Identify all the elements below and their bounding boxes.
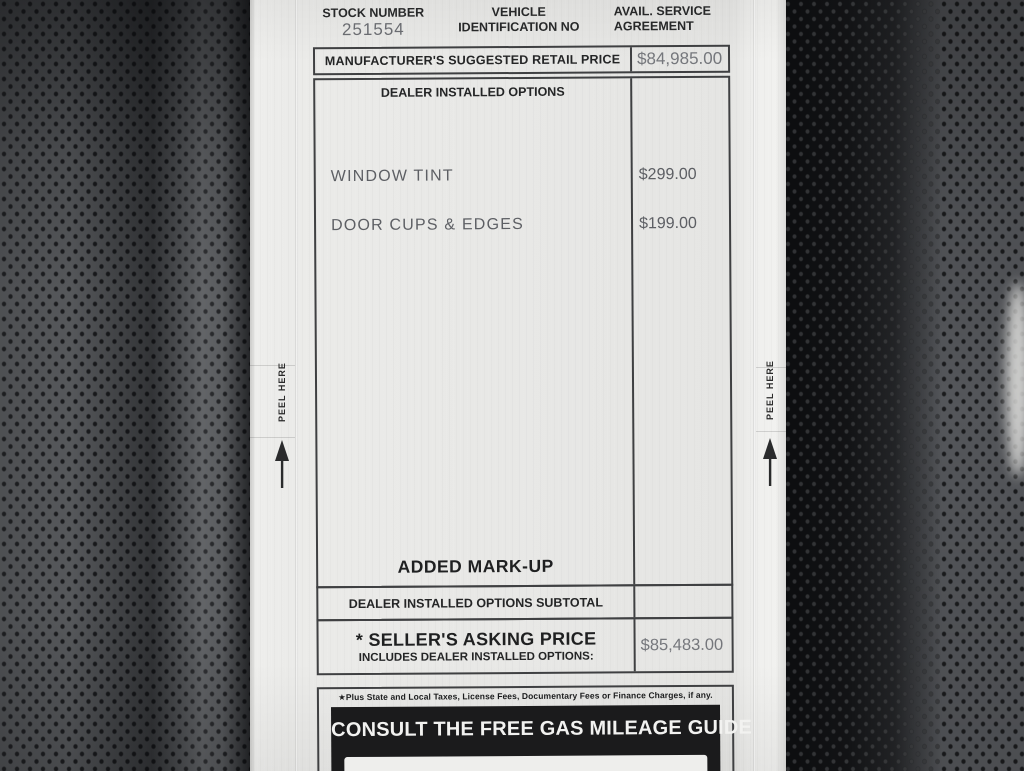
banner-inner-panel xyxy=(344,755,707,771)
option-price: $199.00 xyxy=(638,214,697,233)
option-name: DOOR CUPS & EDGES xyxy=(331,215,524,235)
service-label-line2: AGREEMENT xyxy=(613,18,694,34)
sticker-content xyxy=(248,0,789,771)
msrp-row xyxy=(313,45,730,76)
options-subtotal-row xyxy=(316,584,733,622)
stock-number-block xyxy=(296,5,451,40)
options-subtotal-value xyxy=(635,586,731,618)
option-name: WINDOW TINT xyxy=(330,167,454,186)
msrp-label: MANUFACTURER'S SUGGESTED RETAIL PRICE xyxy=(315,47,632,73)
asking-price-sublabel: INCLUDES DEALER INSTALLED OPTIONS: xyxy=(358,650,594,664)
dealer-options-box xyxy=(313,76,733,589)
service-label-line1: AVAIL. SERVICE xyxy=(613,3,712,19)
asking-price-value: $85,483.00 xyxy=(640,635,724,654)
peel-here-label: PEEL HERE xyxy=(277,362,287,422)
seat-leather-left xyxy=(0,0,253,771)
peel-here-label: PEEL HERE xyxy=(765,360,775,420)
vin-block xyxy=(444,5,594,36)
option-price: $299.00 xyxy=(638,165,697,184)
price-column-divider xyxy=(630,78,635,584)
options-subtotal-label: DEALER INSTALLED OPTIONS SUBTOTAL xyxy=(318,586,635,619)
vin-label-line1: VEHICLE xyxy=(491,4,546,20)
vin-label-line2: IDENTIFICATION NO xyxy=(458,19,580,35)
asking-price-row xyxy=(316,617,733,676)
msrp-value: $84,985.00 xyxy=(636,48,723,69)
tax-fine-print: ★Plus State and Local Taxes, License Fees, Documentary Fees or Finance Charges, if any. xyxy=(338,689,713,703)
added-markup-label: ADDED MARK-UP xyxy=(397,555,554,577)
gas-mileage-banner-text: CONSULT THE FREE GAS MILEAGE GUIDE xyxy=(331,716,753,742)
background-highlight xyxy=(1006,282,1024,477)
dealer-options-title: DEALER INSTALLED OPTIONS xyxy=(380,84,565,100)
footer-box xyxy=(317,685,753,771)
gas-mileage-banner xyxy=(331,705,753,771)
service-agreement-block xyxy=(614,4,744,35)
seat-leather-right-shadow xyxy=(784,0,942,771)
stock-number-label: STOCK NUMBER xyxy=(322,5,425,21)
window-sticker-paper xyxy=(250,0,786,771)
stock-number-value: 251554 xyxy=(341,19,405,40)
asking-price-label: * SELLER'S ASKING PRICE xyxy=(355,628,597,651)
